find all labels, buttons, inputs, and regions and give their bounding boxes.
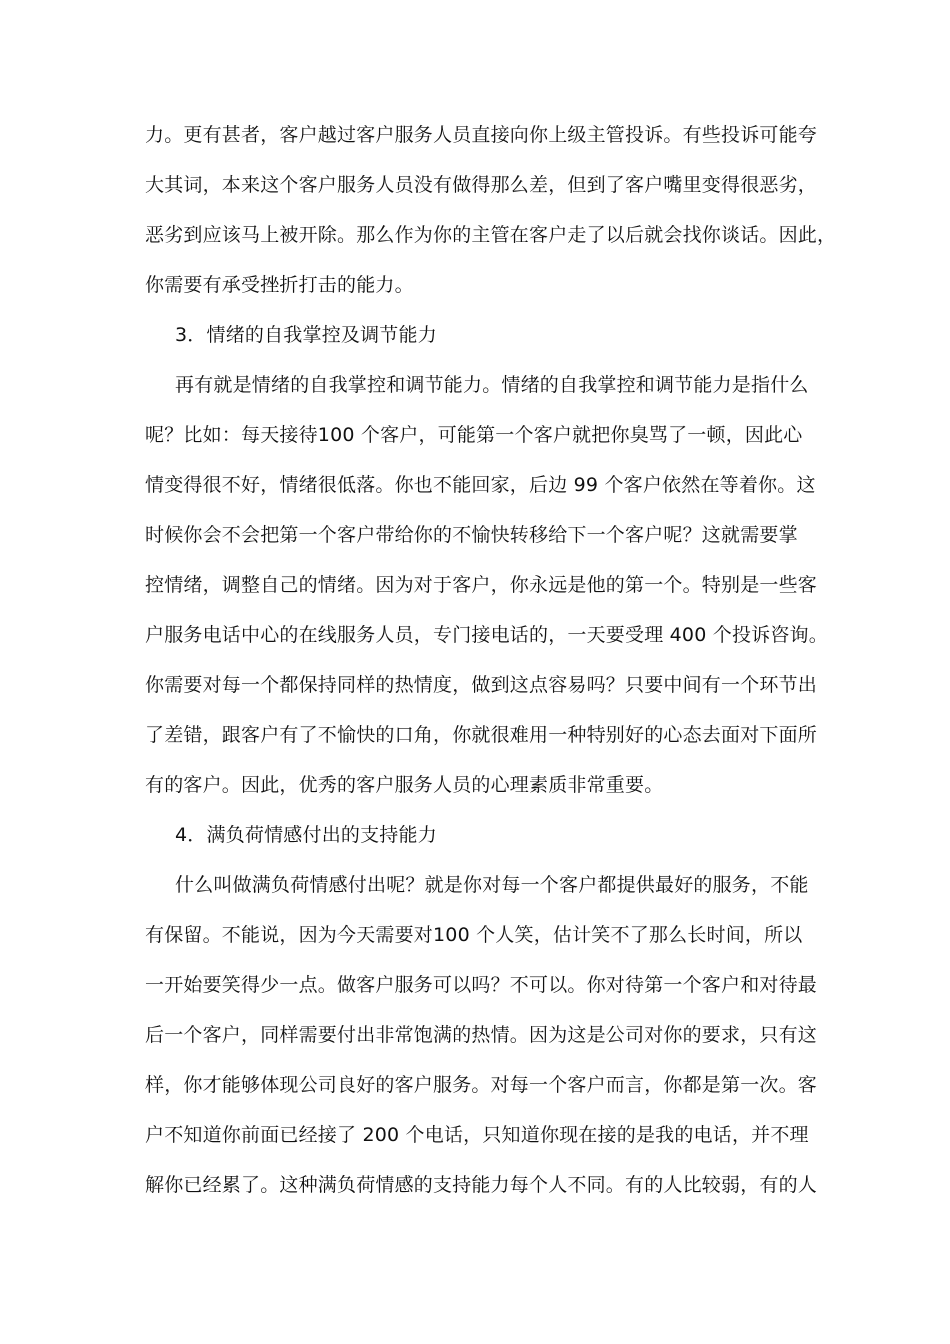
body-text-line: 后一个客户，同样需要付出非常饱满的热情。因为这是公司对你的要求，只有这 — [145, 1024, 818, 1046]
body-text-line: 解你已经累了。这种满负荷情感的支持能力每个人不同。有的人比较弱，有的人 — [145, 1174, 818, 1196]
body-text-line: 呢？比如：每天接待100 个客户，可能第一个客户就把你臭骂了一顿，因此心 — [145, 424, 803, 446]
body-text-line: 有的客户。因此，优秀的客户服务人员的心理素质非常重要。 — [145, 774, 664, 796]
body-text-line: 户不知道你前面已经接了 200 个电话，只知道你现在接的是我的电话，并不理 — [145, 1124, 809, 1146]
body-text-line: 你需要有承受挫折打击的能力。 — [145, 274, 414, 296]
body-text-line: 样，你才能够体现公司良好的客户服务。对每一个客户而言，你都是第一次。客 — [145, 1074, 818, 1096]
section-heading: 3．情绪的自我掌控及调节能力 — [175, 324, 437, 346]
body-text-line: 你需要对每一个都保持同样的热情度，做到这点容易吗？只要中间有一个环节出 — [145, 674, 818, 696]
body-text-line: 力。更有甚者，客户越过客户服务人员直接向你上级主管投诉。有些投诉可能夸 — [145, 124, 818, 146]
body-text-line: 情变得很不好，情绪很低落。你也不能回家，后边 99 个客户依然在等着你。这 — [145, 474, 816, 496]
body-text-line: 控情绪，调整自己的情绪。因为对于客户，你永远是他的第一个。特别是一些客 — [145, 574, 818, 596]
body-text-line: 有保留。不能说，因为今天需要对100 个人笑，估计笑不了那么长时间，所以 — [145, 924, 803, 946]
body-text-line: 再有就是情绪的自我掌控和调节能力。情绪的自我掌控和调节能力是指什么 — [175, 374, 809, 396]
body-text-line: 时候你会不会把第一个客户带给你的不愉快转移给下一个客户呢？这就需要掌 — [145, 524, 798, 546]
body-text-line: 了差错，跟客户有了不愉快的口角，你就很难用一种特别好的心态去面对下面所 — [145, 724, 818, 746]
body-text-line: 大其词，本来这个客户服务人员没有做得那么差，但到了客户嘴里变得很恶劣， — [145, 174, 818, 196]
body-text-line: 恶劣到应该马上被开除。那么作为你的主管在客户走了以后就会找你谈话。因此， — [145, 224, 837, 246]
body-text-line: 一开始要笑得少一点。做客户服务可以吗？不可以。你对待第一个客户和对待最 — [145, 974, 818, 996]
body-text-line: 什么叫做满负荷情感付出呢？就是你对每一个客户都提供最好的服务，不能 — [175, 874, 809, 896]
section-heading: 4．满负荷情感付出的支持能力 — [175, 824, 437, 846]
body-text-line: 户服务电话中心的在线服务人员，专门接电话的，一天要受理 400 个投诉咨询。 — [145, 624, 828, 646]
